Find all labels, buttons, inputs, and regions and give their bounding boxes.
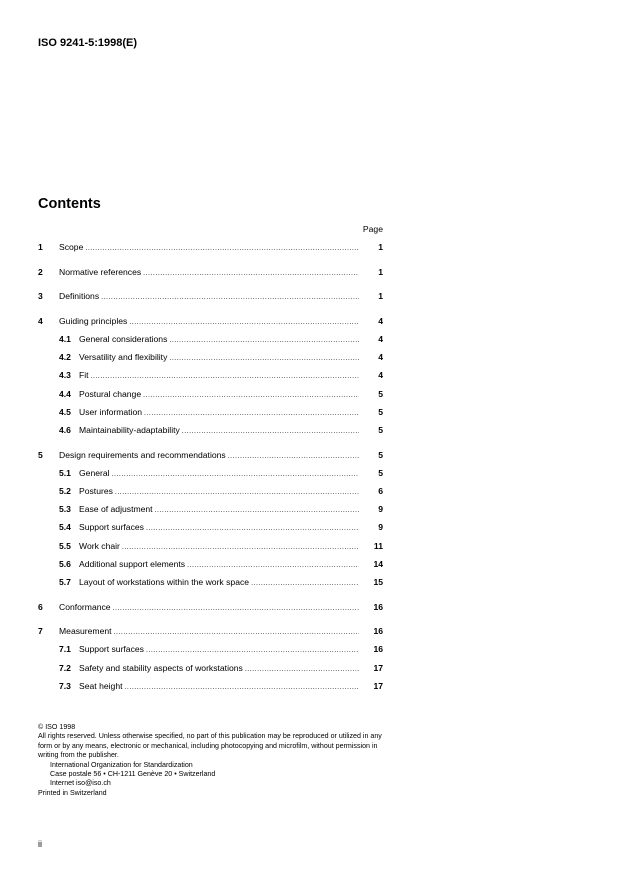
toc-page-number: 1 [378,291,383,302]
toc-entry-title: Work chair [79,540,120,551]
toc-entry[interactable] [38,662,383,674]
toc-page-number: 1 [378,266,383,277]
toc-dot-leader [124,682,359,694]
toc-entry-title: Postural change [79,388,142,399]
toc-subsection-number: 4.6 [59,425,71,435]
toc-dot-leader [146,645,359,657]
toc-page-number: 17 [373,680,383,691]
toc-dot-leader [182,426,359,438]
toc-dot-leader [245,664,359,676]
toc-dot-leader [113,603,359,615]
toc-entry-title: Versatility and flexibility [79,352,168,363]
toc-dot-leader [129,317,359,329]
toc-section-number: 2 [38,266,43,277]
toc-entry[interactable] [38,503,383,515]
toc-subsection-number: 4.1 [59,334,71,344]
toc-entry-title: Additional support elements [79,558,186,569]
toc-section-number: 3 [38,291,43,302]
contents-heading: Contents [38,196,101,212]
toc-entry[interactable] [38,558,383,570]
toc-dot-leader [115,487,359,499]
toc-dot-leader [122,542,359,554]
toc-subsection-number: 5.2 [59,486,71,496]
toc-subsection-number: 5.7 [59,577,71,587]
toc-entry-title: Design requirements and recommendations [59,449,226,460]
toc-dot-leader [251,578,359,590]
document-identifier: ISO 9241-5:1998(E) [38,37,138,49]
toc-entry[interactable] [38,449,383,461]
toc-subsection-number: 4.3 [59,370,71,381]
copyright-notice [38,723,390,798]
toc-entry[interactable] [38,333,383,345]
toc-entry[interactable] [38,388,383,400]
toc-page-number: 5 [378,388,383,399]
toc-subsection-number: 5.6 [59,558,71,569]
toc-page-number: 5 [378,467,383,478]
toc-page-number: 11 [373,540,383,551]
toc-dot-leader [144,408,359,420]
toc-entry[interactable] [38,576,383,588]
toc-entry-title: Conformance [59,601,111,612]
organization-internet: Internet iso@iso.ch [50,779,111,788]
toc-page-number: 4 [378,352,383,363]
toc-entry-title: Scope [59,242,84,252]
toc-entry-title: Postures [79,486,113,496]
toc-dot-leader [91,371,359,383]
toc-entry-title: Safety and stability aspects of workstations [79,662,243,673]
toc-entry-title: Support surfaces [79,644,144,655]
toc-section-number: 6 [38,601,43,612]
toc-section-number: 5 [38,449,43,460]
toc-dot-leader [143,268,359,280]
toc-page-number: 5 [378,449,383,460]
toc-entry[interactable] [38,467,383,479]
toc-entry-title: Layout of workstations within the work space [79,577,250,587]
toc-page-number: 15 [373,577,383,587]
toc-dot-leader [114,627,359,639]
toc-entry-title: Support surfaces [79,522,144,533]
toc-dot-leader [101,292,359,304]
toc-dot-leader [112,469,359,481]
toc-entry[interactable] [38,540,383,552]
toc-dot-leader [228,451,359,463]
toc-page-number: 5 [378,406,383,417]
toc-entry[interactable] [38,290,383,302]
toc-subsection-number: 7.2 [59,662,71,673]
printed-in: Printed in Switzerland [38,788,107,797]
toc-subsection-number: 4.2 [59,352,71,363]
toc-section-number: 7 [38,626,43,637]
toc-page-number: 6 [378,486,383,496]
toc-entry-title: General [79,467,110,478]
toc-section-number: 1 [38,242,43,252]
toc-entry-title: Definitions [59,291,100,302]
toc-entry[interactable] [38,315,383,327]
toc-entry-title: Seat height [79,680,123,691]
toc-entry[interactable] [38,485,383,497]
toc-page-number: 14 [373,558,383,569]
toc-page-number: 16 [373,626,383,637]
toc-entry-title: User information [79,406,143,417]
toc-page-number: 4 [378,370,383,381]
toc-entry-title: General considerations [79,334,168,344]
toc-entry[interactable] [38,521,383,533]
toc-subsection-number: 5.1 [59,467,71,478]
toc-entry-title: Normative references [59,266,142,277]
toc-entry[interactable] [38,643,383,655]
toc-dot-leader [155,505,359,517]
toc-entry[interactable] [38,406,383,418]
toc-page-number: 9 [378,522,383,533]
organization-address: Case postale 56 • CH-1211 Genève 20 • Switzerland [50,770,216,779]
toc-entry[interactable] [38,625,383,637]
toc-entry[interactable] [38,369,383,381]
toc-subsection-number: 5.3 [59,504,71,515]
toc-dot-leader [169,353,359,365]
toc-page-number: 1 [378,242,383,252]
toc-page-number: 4 [378,315,383,326]
toc-dot-leader [169,335,359,347]
toc-entry[interactable] [38,266,383,278]
toc-entry-title: Guiding principles [59,315,128,326]
organization-name: International Organization for Standardization [50,760,193,769]
rights-statement: All rights reserved. Unless otherwise specified, no part of this publication may be reproduced or utilized in any form or by any means, electronic or mechanical, including photocopying and microfilm, without permission in writing from the publisher. [38,732,382,760]
toc-entry[interactable] [38,351,383,363]
toc-entry-title: Maintainability-adaptability [79,425,180,435]
toc-dot-leader [187,560,359,572]
page-number: ii [38,839,42,849]
toc-subsection-number: 7.3 [59,680,71,691]
page-column-label: Page [362,224,383,234]
toc-entry-title: Measurement [59,626,112,637]
toc-subsection-number: 5.4 [59,522,71,533]
toc-dot-leader [143,390,359,402]
toc-subsection-number: 5.5 [59,540,71,551]
toc-page-number: 9 [378,504,383,515]
toc-page-number: 16 [373,644,383,655]
toc-subsection-number: 7.1 [59,644,71,655]
toc-entry[interactable] [38,601,383,613]
toc-page-number: 5 [378,425,383,435]
toc-section-number: 4 [38,315,43,326]
toc-page-number: 17 [373,662,383,673]
toc-dot-leader [146,523,359,535]
toc-entry[interactable] [38,680,383,692]
toc-subsection-number: 4.5 [59,406,71,417]
toc-subsection-number: 4.4 [59,388,71,399]
toc-entry[interactable] [38,241,383,253]
toc-page-number: 4 [378,334,383,344]
toc-dot-leader [85,243,359,255]
toc-entry[interactable] [38,424,383,436]
toc-entry-title: Ease of adjustment [79,504,153,515]
toc-page-number: 16 [373,601,383,612]
toc-entry-title: Fit [79,370,89,381]
copyright-line: © ISO 1998 [38,723,76,731]
